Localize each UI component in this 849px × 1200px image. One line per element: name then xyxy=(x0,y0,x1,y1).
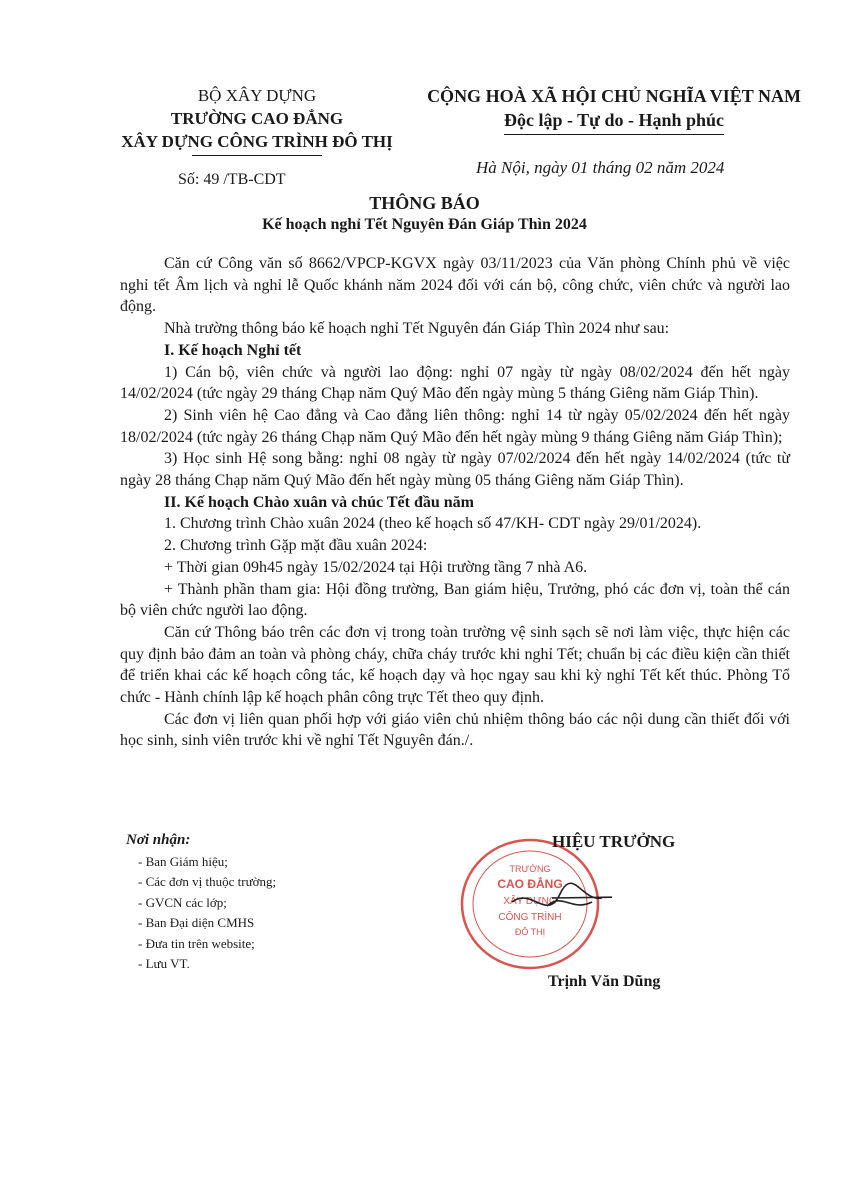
section-heading: I. Kế hoạch Nghỉ tết xyxy=(164,341,302,359)
paragraph: 2) Sinh viên hệ Cao đẳng và Cao đẳng liên thông: nghỉ 14 từ ngày 05/02/2024 đến hết ngày 18/02/2024 (tức ngày 26 tháng Chạp năm Quý Mão đến hết ngày mùng 9 tháng Giêng năm Giáp Thìn); xyxy=(120,406,790,446)
paragraph: + Thời gian 09h45 ngày 15/02/2024 tại Hội trường tầng 7 nhà A6. xyxy=(164,558,588,576)
seal-text: TRƯỜNG xyxy=(509,864,551,874)
seal-text: CAO ĐẲNG xyxy=(497,877,563,891)
seal-text: ĐÔ THỊ xyxy=(514,927,546,937)
list-item: - Ban Giám hiệu; xyxy=(138,853,228,869)
signer-name: Trịnh Văn Dũng xyxy=(548,973,661,990)
recipients-block xyxy=(126,830,276,975)
paragraph: 2. Chương trình Gặp mặt đầu xuân 2024: xyxy=(164,537,428,555)
school-name-line2: XÂY DỰNG CÔNG TRÌNH ĐÔ THỊ xyxy=(121,132,393,151)
paragraph: 1) Cán bộ, viên chức và người lao động: nghỉ 07 ngày từ ngày 08/02/2024 đến hết ngày 14/02/2024 (tức ngày 29 tháng Chạp năm Quý Mão đến ngày mùng 5 tháng Giêng năm Giáp Thìn). xyxy=(120,363,790,403)
paragraph: Căn cứ Công văn số 8662/VPCP-KGVX ngày 03/11/2023 của Văn phòng Chính phủ về việc nghỉ tết Âm lịch và nghỉ lễ Quốc khánh năm 2024 đối với cán bộ, công chức, viên chức và người lao động. xyxy=(120,255,790,316)
recipients-title: Nơi nhận: xyxy=(126,832,191,848)
seal-text: XÂY DỰNG xyxy=(503,896,557,907)
issuer-block xyxy=(92,84,422,156)
document-body xyxy=(120,253,790,752)
signer-title: HIỆU TRƯỞNG xyxy=(552,832,676,851)
section-heading: II. Kế hoạch Chào xuân và chúc Tết đầu năm xyxy=(164,493,474,511)
ministry-name: BỘ XÂY DỰNG xyxy=(197,86,317,105)
country-name: CỘNG HOÀ XÃ HỘI CHỦ NGHĨA VIỆT NAM xyxy=(427,86,801,106)
document-subtitle: Kế hoạch nghỉ Tết Nguyên Đán Giáp Thìn 2024 xyxy=(262,216,587,233)
list-item: - Ban Đại diện CMHS xyxy=(138,915,255,930)
paragraph: 1. Chương trình Chào xuân 2024 (theo kế hoạch số 47/KH- CDT ngày 29/01/2024). xyxy=(164,515,702,533)
document-title: THÔNG BÁO xyxy=(369,193,480,213)
paragraph: + Thành phần tham gia: Hội đồng trường, Ban giám hiệu, Trưởng, phó các đơn vị, toàn thể cán bộ viên chức người lao động. xyxy=(120,580,790,620)
school-name-line1: TRƯỜNG CAO ĐẲNG xyxy=(170,109,344,128)
list-item: - Đưa tin trên website; xyxy=(138,935,255,951)
recipients-list xyxy=(126,852,276,975)
paragraph: 3) Học sinh Hệ song bằng: nghỉ 08 ngày từ ngày 07/02/2024 đến hết ngày 14/02/2024 (tức từ ngày 28 tháng Chạp năm Quý Mão đến hết ngày mùng 05 tháng Giêng năm Giáp Thìn). xyxy=(120,450,790,490)
list-item: - Lưu VT. xyxy=(138,956,190,971)
seal-text: CÔNG TRÌNH xyxy=(498,912,562,923)
document-number: Số: 49 /TB-CDT xyxy=(178,171,286,188)
list-item: - GVCN các lớp; xyxy=(138,894,227,910)
paragraph: Nhà trường thông báo kế hoạch nghỉ Tết Nguyên đán Giáp Thìn 2024 như sau: xyxy=(164,320,670,338)
issuer-underline xyxy=(192,155,322,156)
paragraph: Các đơn vị liên quan phối hợp với giáo viên chủ nhiệm thông báo các nội dung cần thiết đối với học sinh, sinh viên trước khi về nghỉ Tết Nguyên đán./. xyxy=(120,710,790,750)
issue-date: Hà Nội, ngày 01 tháng 02 năm 2024 xyxy=(476,158,725,177)
list-item: - Các đơn vị thuộc trường; xyxy=(138,874,277,889)
national-motto: Độc lập - Tự do - Hạnh phúc xyxy=(504,108,724,135)
official-seal-icon xyxy=(452,832,612,972)
national-header xyxy=(404,84,824,135)
paragraph: Căn cứ Thông báo trên các đơn vị trong toàn trường vệ sinh sạch sẽ nơi làm việc, thực hiện các quy định bảo đảm an toàn và phòng cháy, chữa cháy trước khi nghỉ Tết; chuẩn bị các điều kiện cần thiết để triển khai các kế hoạch công tác, kế hoạch dạy và học ngay sau khi kỳ nghỉ Tết kết thúc. Phòng Tổ chức - Hành chính lập kế hoạch phân công trực Tết theo quy định. xyxy=(120,623,790,707)
